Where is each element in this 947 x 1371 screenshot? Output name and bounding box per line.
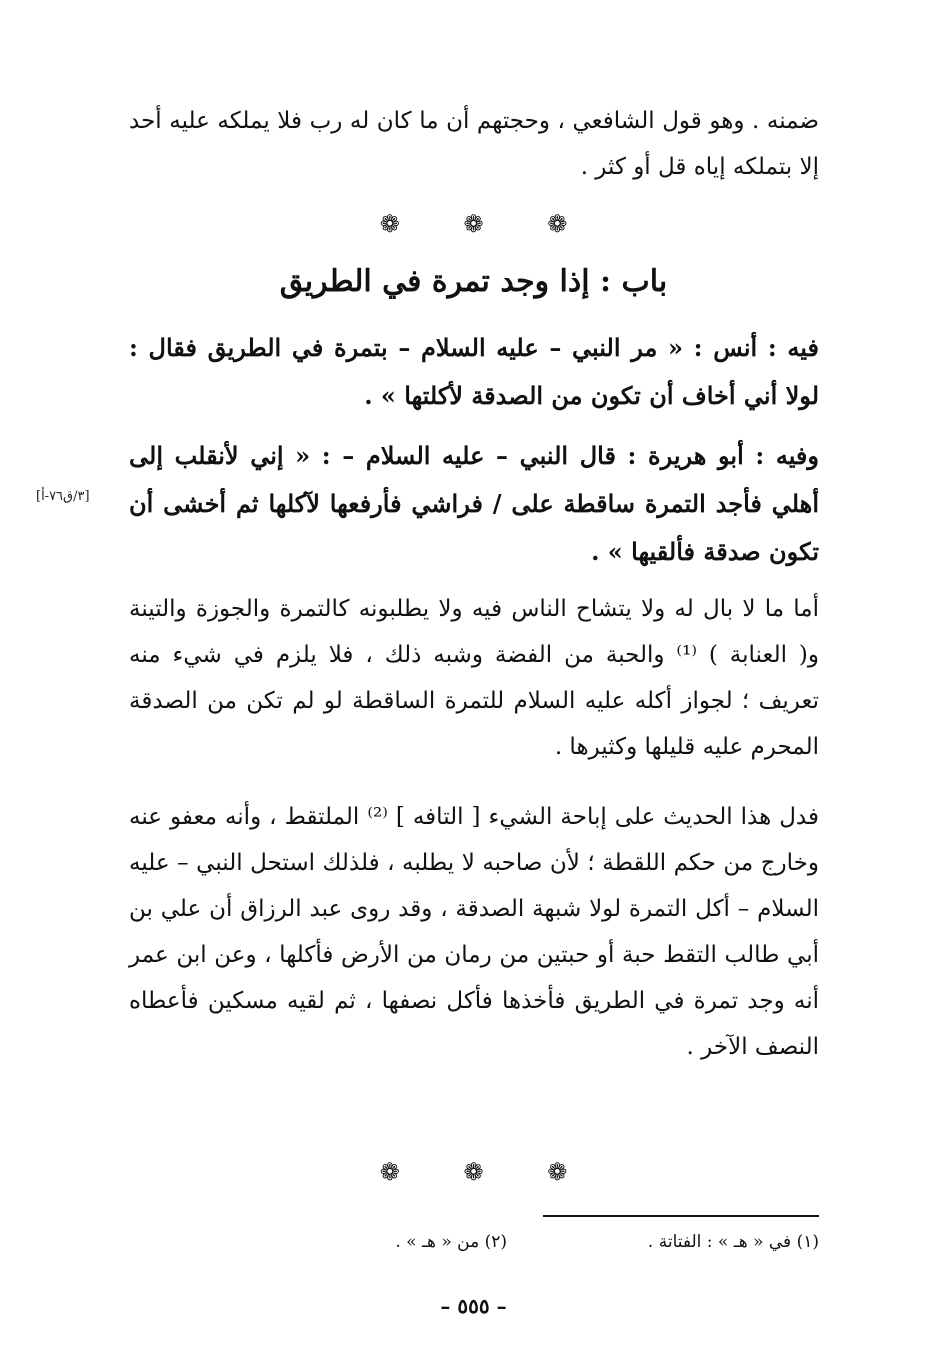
chapter-heading: باب : إذا وجد تمرة في الطريق (279, 264, 668, 299)
star-ornament-icon: ❁ (379, 210, 400, 238)
top-paragraph: ضمنه . وهو قول الشافعي ، وحجتهم أن ما كان له رب فلا يملكه عليه أحد إلا بتملكه إياه قل أو كثر . (129, 108, 819, 180)
page-number: – ٥٥٥ – (440, 1294, 507, 1318)
star-ornament-icon: ❁ (463, 210, 484, 238)
star-ornament-icon: ❁ (547, 1158, 568, 1186)
separator-top (0, 210, 947, 238)
hadith-abu-hurayra: وفيه : أبو هريرة : قال النبي – عليه السلام – : « إني لأنقلب إلى أهلي فأجد التمرة ساقطة على / فراشي فأرفعها لآكلها ثم أخشى أن تكون صدقة فألقيها » . (129, 441, 819, 566)
footnote-rule (543, 1215, 819, 1217)
star-ornament-icon: ❁ (379, 1158, 400, 1186)
paragraph-1: أما ما لا بال له ولا يتشاح الناس فيه ولا يطلبونه كالتمرة والجوزة والتينة و( العنابة ) ⁽¹⁾ والحبة من الفضة وشبه ذلك ، فلا يلزم في شيء منه تعريف ؛ لجواز أكله عليه السلام للتمرة الساقطة لو لم تكن من الصدقة المحرم عليه قليلها وكثيرها . (129, 596, 819, 760)
paragraph-2: فدل هذا الحديث على إباحة الشيء [ التافه ] ⁽²⁾ الملتقط ، وأنه معفو عنه وخارج من حكم اللقطة ؛ لأن صاحبه لا يطلبه ، فلذلك استحل النبي – عليه السلام – أكل التمرة لولا شبهة الصدقة ، وقد روى عبد الرزاق أن علي بن أبي طالب التقط حبة أو حبتين من رمان من الأرض فأكلها ، وعن ابن عمر أنه وجد تمرة في الطريق فأخذها فأكل نصفها ، ثم لقيه مسكين فأعطاه النصف الآخر . (129, 804, 819, 1060)
separator-bottom (0, 1158, 947, 1186)
star-ornament-icon: ❁ (463, 1158, 484, 1186)
footnote-2: (٢) من « هـ » . (395, 1232, 507, 1252)
margin-manuscript-note: [٣/ق٧٦-أ] (36, 489, 90, 504)
star-ornament-icon: ❁ (547, 210, 568, 238)
hadith-anas: فيه : أنس : « مر النبي – عليه السلام – بتمرة في الطريق فقال : لولا أني أخاف أن تكون من الصدقة لأكلتها » . (129, 333, 819, 410)
footnote-1: (١) في « هـ » : الفتاتة . (647, 1232, 819, 1252)
